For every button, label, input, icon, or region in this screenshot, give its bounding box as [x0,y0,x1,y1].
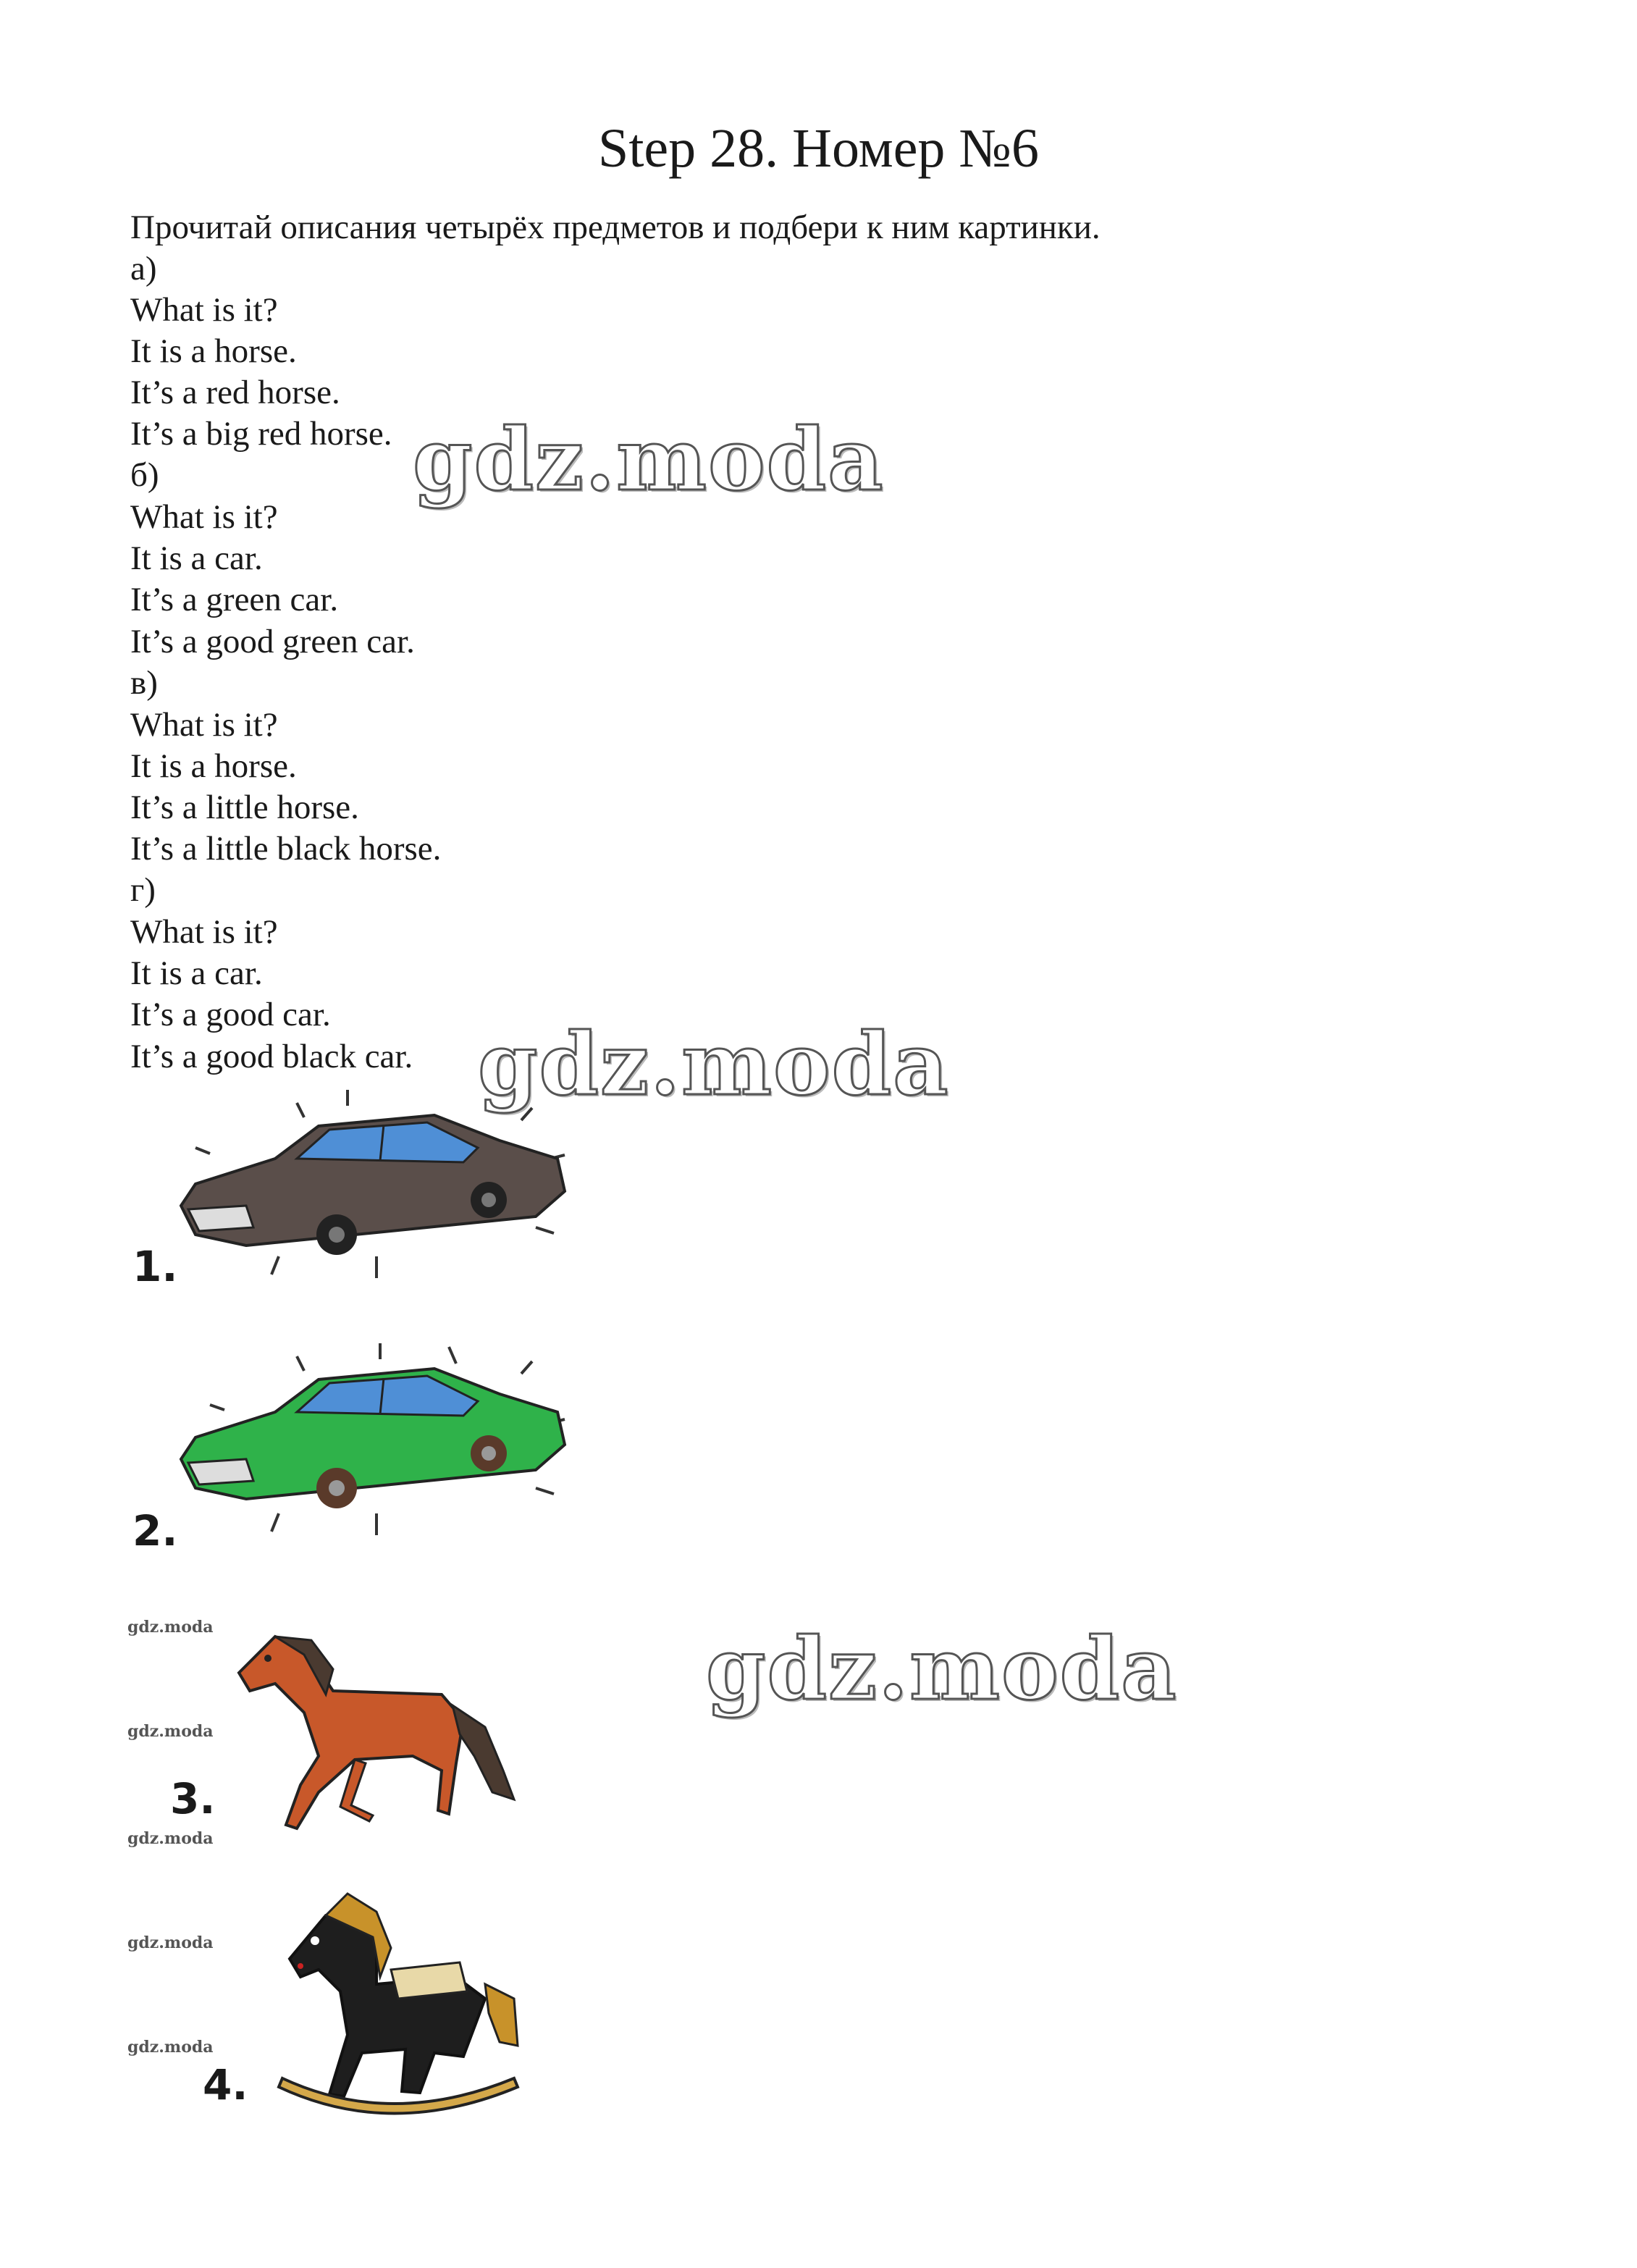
picture-1-number: 1. [132,1242,178,1291]
description-b-line-3: It’s a green car. [130,581,339,618]
picture-4 [268,1890,529,2136]
rocking-horse-icon [268,1890,529,2136]
description-b-line-1: What is it? [130,498,278,536]
description-a-line-1: What is it? [130,291,278,329]
picture-1 [130,1090,579,1300]
watermark: gdz.moda [478,1014,950,1114]
description-d-line-2: It is a car. [130,954,263,992]
description-c-line-1: What is it? [130,706,278,744]
picture-2-number: 2. [132,1506,178,1555]
page-title: Step 28. Номер №6 [598,118,1039,179]
description-a-line-4: It’s a big red horse. [130,415,392,453]
picture-2 [130,1343,579,1553]
description-c-line-3: It’s a little horse. [130,789,359,826]
watermark-small: gdz.moda [127,1933,214,1952]
description-c-line-2: It is a horse. [130,747,297,785]
description-a-line-3: It’s a red horse. [130,374,340,411]
description-c-letter: в) [130,664,158,702]
description-b-line-4: It’s a good green car. [130,623,415,660]
watermark-small: gdz.moda [127,1722,214,1741]
watermark-small: gdz.moda [127,2038,214,2057]
watermark-small: gdz.moda [127,1618,214,1637]
description-c-line-4: It’s a little black horse. [130,830,442,868]
picture-3 [224,1626,529,1850]
picture-3-number: 3. [170,1774,216,1823]
description-a-letter: а) [130,250,157,287]
description-d-line-4: It’s a good black car. [130,1038,413,1075]
description-d-line-3: It’s a good car. [130,996,331,1033]
description-b-line-2: It is a car. [130,539,263,577]
picture-4-number: 4. [203,2060,248,2109]
watermark: gdz.moda [413,409,885,510]
description-b-letter: б) [130,456,159,494]
instruction-text: Прочитай описания четырёх предметов и подбери к ним картинки. [130,209,1101,246]
description-a-line-2: It is a horse. [130,332,297,370]
horse-icon [224,1626,529,1850]
watermark: gdz.moda [706,1618,1178,1719]
car-icon [130,1343,579,1553]
car-icon [130,1090,579,1300]
watermark-small: gdz.moda [127,1829,214,1848]
description-d-line-1: What is it? [130,913,278,951]
description-d-letter: г) [130,871,156,909]
